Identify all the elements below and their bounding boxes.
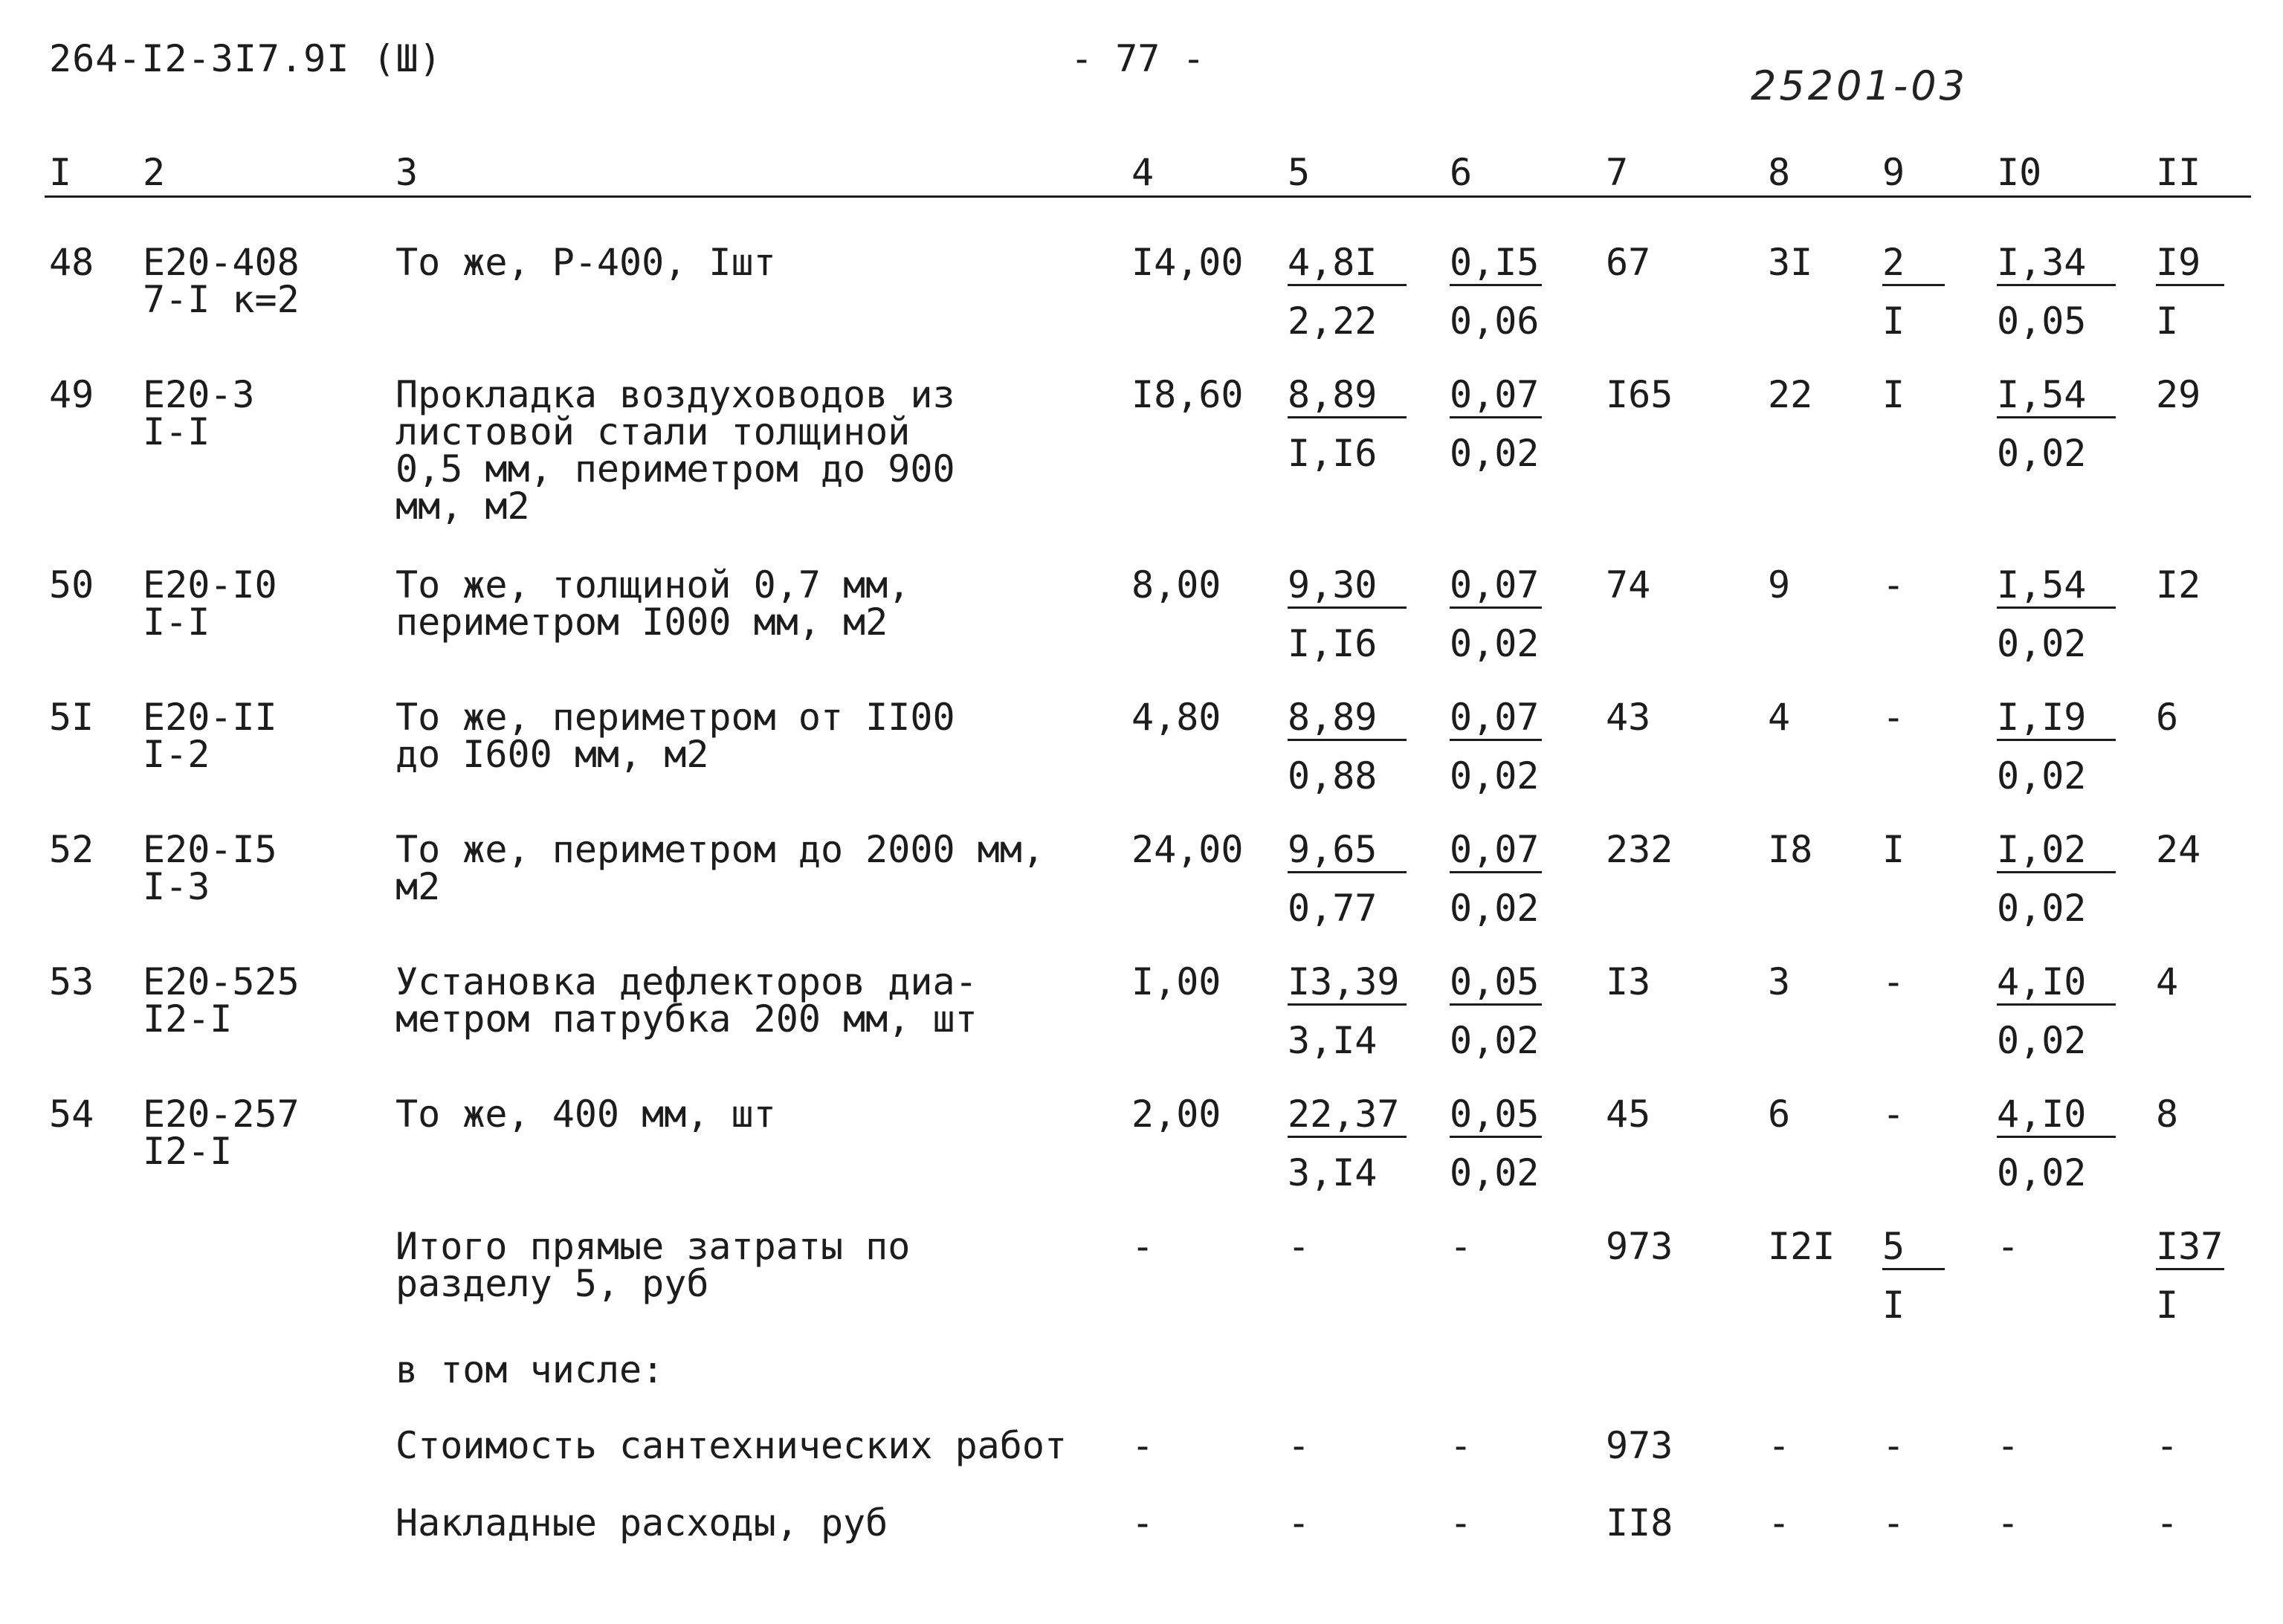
cell-col-4: 2,00: [1131, 1093, 1221, 1136]
work-description: [395, 1093, 776, 1136]
cell-col-6-denominator: 0,02: [1450, 432, 1540, 475]
column-header-3: 3: [395, 151, 419, 194]
sub-row-col-4: -: [1131, 1501, 1155, 1544]
totals-description-line: Итого прямые затраты по: [395, 1225, 911, 1268]
totals-col-8: I2I: [1768, 1225, 1835, 1268]
document-code: 264-I2-3I7.9I (Ш): [49, 37, 442, 80]
cell-col-9: -: [1882, 960, 1905, 1003]
work-description-line: метром патрубка 200 мм, шт: [395, 997, 978, 1041]
work-description-line: листовой стали толщиной: [395, 410, 911, 453]
cell-col-8: 4: [1768, 696, 1791, 739]
work-description-line: Установка дефлекторов диа-: [395, 960, 978, 1003]
cell-col-8: 22: [1768, 373, 1813, 416]
sub-row-description: Стоимость сантехнических работ: [395, 1424, 1068, 1467]
norm-code: [143, 373, 255, 453]
cell-col-10-denominator: 0,02: [1997, 1019, 2087, 1062]
page-number: - 77 -: [1071, 37, 1205, 80]
cell-col-6-denominator: 0,06: [1450, 300, 1540, 343]
totals-col-11-numerator: I37: [2156, 1228, 2224, 1270]
norm-code-line: 7-I к=2: [143, 278, 300, 321]
column-header-1: I: [49, 151, 72, 194]
cell-col-10-numerator: I,54: [1997, 376, 2116, 418]
cell-col-9: I: [1882, 828, 1905, 871]
cell-col-5-denominator: 0,77: [1288, 887, 1378, 930]
cell-col-5-denominator: 2,22: [1288, 300, 1378, 343]
cell-col-6-numerator: 0,07: [1450, 699, 1542, 741]
cell-col-10-numerator: 4,I0: [1997, 1096, 2116, 1138]
cell-col-6-denominator: 0,02: [1450, 1151, 1540, 1194]
work-description-line: То же, 400 мм, шт: [395, 1093, 776, 1136]
cell-col-5-denominator: 3,I4: [1288, 1151, 1378, 1194]
norm-code: [143, 563, 277, 644]
cell-col-6-fraction: [1450, 828, 1542, 930]
column-header-2: 2: [143, 151, 166, 194]
cell-col-6-fraction: [1450, 563, 1542, 665]
totals-col-10: -: [1997, 1225, 2020, 1268]
cell-col-7: I3: [1606, 960, 1651, 1003]
cell-col-7: I65: [1606, 373, 1673, 416]
totals-col-6: -: [1450, 1225, 1473, 1268]
cell-col-5-denominator: 0,88: [1288, 754, 1378, 798]
cell-col-4: I8,60: [1131, 373, 1244, 416]
cell-col-5-fraction: [1288, 1093, 1407, 1194]
cell-col-7: 67: [1606, 241, 1651, 284]
cell-col-11: 8: [2156, 1093, 2179, 1136]
cell-col-6-fraction: [1450, 1093, 1542, 1194]
sub-row-col-4: -: [1131, 1424, 1155, 1467]
sub-row-col-9: -: [1882, 1424, 1905, 1467]
cell-col-5-denominator: I,I6: [1288, 432, 1378, 475]
cell-col-11-denominator: I: [2156, 300, 2179, 343]
cell-col-6-fraction: [1450, 696, 1542, 798]
cell-col-5-numerator: I3,39: [1288, 963, 1407, 1006]
cell-col-11: 4: [2156, 960, 2179, 1003]
cell-col-8: 9: [1768, 563, 1791, 606]
cell-col-10-numerator: I,54: [1997, 566, 2116, 609]
cell-col-8: 6: [1768, 1093, 1791, 1136]
cell-col-7: 45: [1606, 1093, 1651, 1136]
sub-row-col-11: -: [2156, 1424, 2179, 1467]
work-description: [395, 696, 955, 776]
cell-col-6-denominator: 0,02: [1450, 887, 1540, 930]
cell-col-6-numerator: 0,07: [1450, 831, 1542, 873]
cell-col-5-fraction: [1288, 960, 1407, 1062]
cell-col-5-denominator: I,I6: [1288, 622, 1378, 665]
row-number: 53: [49, 960, 94, 1003]
sub-row-col-5: -: [1288, 1424, 1311, 1467]
work-description-line: То же, толщиной 0,7 мм,: [395, 563, 911, 606]
sub-row-col-6: -: [1450, 1424, 1473, 1467]
cell-col-10-fraction: [1997, 960, 2116, 1062]
cell-col-10-denominator: 0,02: [1997, 754, 2087, 798]
cell-col-9: -: [1882, 1093, 1905, 1136]
cell-col-6-denominator: 0,02: [1450, 622, 1540, 665]
totals-col-9-fraction: [1882, 1225, 1945, 1327]
cell-col-10-fraction: [1997, 696, 2116, 798]
norm-code: [143, 696, 277, 776]
norm-code: [143, 1093, 300, 1173]
cell-col-5-fraction: [1288, 828, 1407, 930]
sub-row-col-7: II8: [1606, 1501, 1673, 1544]
cell-col-9-denominator: I: [1882, 300, 1905, 343]
cell-col-11: 29: [2156, 373, 2201, 416]
sub-row-col-7: 973: [1606, 1424, 1673, 1467]
cell-col-6-numerator: 0,07: [1450, 376, 1542, 418]
row-number: 49: [49, 373, 94, 416]
handwritten-stamp: 25201-03: [1751, 62, 1968, 109]
column-header-5: 5: [1288, 151, 1311, 194]
sub-row-col-6: -: [1450, 1501, 1473, 1544]
norm-code-line: E20-3: [143, 373, 255, 416]
column-header-9: 9: [1882, 151, 1905, 194]
row-number: 5I: [49, 696, 94, 739]
work-description-line: Прокладка воздуховодов из: [395, 373, 955, 416]
row-number: 52: [49, 828, 94, 871]
sub-row-col-8: -: [1768, 1501, 1791, 1544]
cell-col-6-fraction: [1450, 960, 1542, 1062]
cell-col-10-fraction: [1997, 373, 2116, 475]
norm-code: [143, 828, 277, 908]
work-description-line: То же, периметром от II00: [395, 696, 955, 739]
norm-code: [143, 960, 300, 1041]
cell-col-9: -: [1882, 563, 1905, 606]
work-description: [395, 563, 911, 644]
cell-col-9: -: [1882, 696, 1905, 739]
cell-col-10-fraction: [1997, 563, 2116, 665]
column-header-10: I0: [1997, 151, 2042, 194]
cell-col-10-denominator: 0,02: [1997, 622, 2087, 665]
cell-col-7: 43: [1606, 696, 1651, 739]
cell-col-10-numerator: I,02: [1997, 831, 2116, 873]
work-description: [395, 241, 776, 284]
cell-col-9: I: [1882, 373, 1905, 416]
work-description: [395, 373, 955, 528]
cell-col-6-numerator: 0,05: [1450, 963, 1542, 1006]
cell-col-4: 8,00: [1131, 563, 1221, 606]
cell-col-11: 6: [2156, 696, 2179, 739]
cell-col-4: 24,00: [1131, 828, 1244, 871]
sub-row-col-5: -: [1288, 1501, 1311, 1544]
cell-col-10-denominator: 0,05: [1997, 300, 2087, 343]
cell-col-10-denominator: 0,02: [1997, 1151, 2087, 1194]
norm-code-line: I2-I: [143, 997, 233, 1041]
cell-col-5-numerator: 22,37: [1288, 1096, 1407, 1138]
totals-col-9-numerator: 5: [1882, 1228, 1945, 1270]
row-number: 54: [49, 1093, 94, 1136]
cell-col-4: I4,00: [1131, 241, 1244, 284]
including-label: в том числе:: [395, 1348, 665, 1391]
cell-col-6-numerator: 0,07: [1450, 566, 1542, 609]
cell-col-10-denominator: 0,02: [1997, 432, 2087, 475]
sub-row-description: Накладные расходы, руб: [395, 1501, 888, 1544]
cell-col-6-denominator: 0,02: [1450, 1019, 1540, 1062]
cell-col-10-numerator: 4,I0: [1997, 963, 2116, 1006]
work-description: [395, 960, 978, 1041]
totals-col-11-fraction: [2156, 1225, 2224, 1327]
cell-col-7: 232: [1606, 828, 1673, 871]
norm-code-line: I-I: [143, 410, 210, 453]
work-description: [395, 828, 1044, 908]
cell-col-8: 3: [1768, 960, 1791, 1003]
row-number: 48: [49, 241, 94, 284]
cell-col-4: 4,80: [1131, 696, 1221, 739]
totals-col-9-denominator: I: [1882, 1284, 1905, 1327]
cell-col-10-fraction: [1997, 241, 2116, 343]
cell-col-4: I,00: [1131, 960, 1221, 1003]
cell-col-10-numerator: I,I9: [1997, 699, 2116, 741]
cell-col-11-numerator: I9: [2156, 244, 2224, 286]
row-number: 50: [49, 563, 94, 606]
column-header-4: 4: [1131, 151, 1155, 194]
cell-col-11: I2: [2156, 563, 2201, 606]
cell-col-10-fraction: [1997, 1093, 2116, 1194]
sub-row-col-9: -: [1882, 1501, 1905, 1544]
norm-code-line: I-I: [143, 601, 210, 644]
work-description-line: до I600 мм, м2: [395, 733, 709, 776]
cell-col-5-numerator: 4,8I: [1288, 244, 1407, 286]
cell-col-5-numerator: 9,65: [1288, 831, 1407, 873]
cell-col-5-fraction: [1288, 563, 1407, 665]
totals-col-5: -: [1288, 1225, 1311, 1268]
cell-col-11-fraction: [2156, 241, 2224, 343]
cell-col-10-numerator: I,34: [1997, 244, 2116, 286]
column-header-8: 8: [1768, 151, 1791, 194]
sub-row-col-11: -: [2156, 1501, 2179, 1544]
cell-col-10-fraction: [1997, 828, 2116, 930]
cell-col-9-numerator: 2: [1882, 244, 1945, 286]
work-description-line: То же, периметром до 2000 мм,: [395, 828, 1044, 871]
cell-col-5-numerator: 9,30: [1288, 566, 1407, 609]
column-header-11: II: [2156, 151, 2201, 194]
work-description-line: м2: [395, 865, 441, 908]
cell-col-5-numerator: 8,89: [1288, 699, 1407, 741]
norm-code-line: I-2: [143, 733, 210, 776]
totals-col-7: 973: [1606, 1225, 1673, 1268]
cell-col-6-denominator: 0,02: [1450, 754, 1540, 798]
norm-code: [143, 241, 300, 321]
cell-col-5-fraction: [1288, 373, 1407, 475]
norm-code-line: E20-257: [143, 1093, 300, 1136]
cell-col-6-numerator: 0,05: [1450, 1096, 1542, 1138]
work-description-line: 0,5 мм, периметром до 900: [395, 447, 955, 491]
cell-col-10-denominator: 0,02: [1997, 887, 2087, 930]
cell-col-5-numerator: 8,89: [1288, 376, 1407, 418]
cell-col-8: 3I: [1768, 241, 1813, 284]
norm-code-line: E20-I0: [143, 563, 277, 606]
header-rule: [45, 195, 2251, 198]
norm-code-line: I2-I: [143, 1130, 233, 1173]
cell-col-8: I8: [1768, 828, 1813, 871]
column-header-6: 6: [1450, 151, 1473, 194]
cell-col-11: 24: [2156, 828, 2201, 871]
cell-col-7: 74: [1606, 563, 1651, 606]
norm-code-line: E20-I5: [143, 828, 277, 871]
cell-col-9-fraction: [1882, 241, 1945, 343]
norm-code-line: I-3: [143, 865, 210, 908]
norm-code-line: E20-525: [143, 960, 300, 1003]
totals-col-4: -: [1131, 1225, 1155, 1268]
sub-row-col-10: -: [1997, 1424, 2020, 1467]
totals-description-line: разделу 5, руб: [395, 1262, 709, 1305]
norm-code-line: E20-II: [143, 696, 277, 739]
cell-col-5-fraction: [1288, 241, 1407, 343]
column-header-7: 7: [1606, 151, 1629, 194]
norm-code-line: E20-408: [143, 241, 300, 284]
cell-col-5-fraction: [1288, 696, 1407, 798]
work-description-line: мм, м2: [395, 485, 530, 528]
sub-row-col-10: -: [1997, 1501, 2020, 1544]
cell-col-5-denominator: 3,I4: [1288, 1019, 1378, 1062]
totals-col-11-denominator: I: [2156, 1284, 2179, 1327]
totals-description: [395, 1225, 911, 1305]
work-description-line: периметром I000 мм, м2: [395, 601, 888, 644]
cell-col-6-numerator: 0,I5: [1450, 244, 1542, 286]
cell-col-6-fraction: [1450, 241, 1542, 343]
work-description-line: То же, Р-400, Iшт: [395, 241, 776, 284]
cell-col-6-fraction: [1450, 373, 1542, 475]
sub-row-col-8: -: [1768, 1424, 1791, 1467]
